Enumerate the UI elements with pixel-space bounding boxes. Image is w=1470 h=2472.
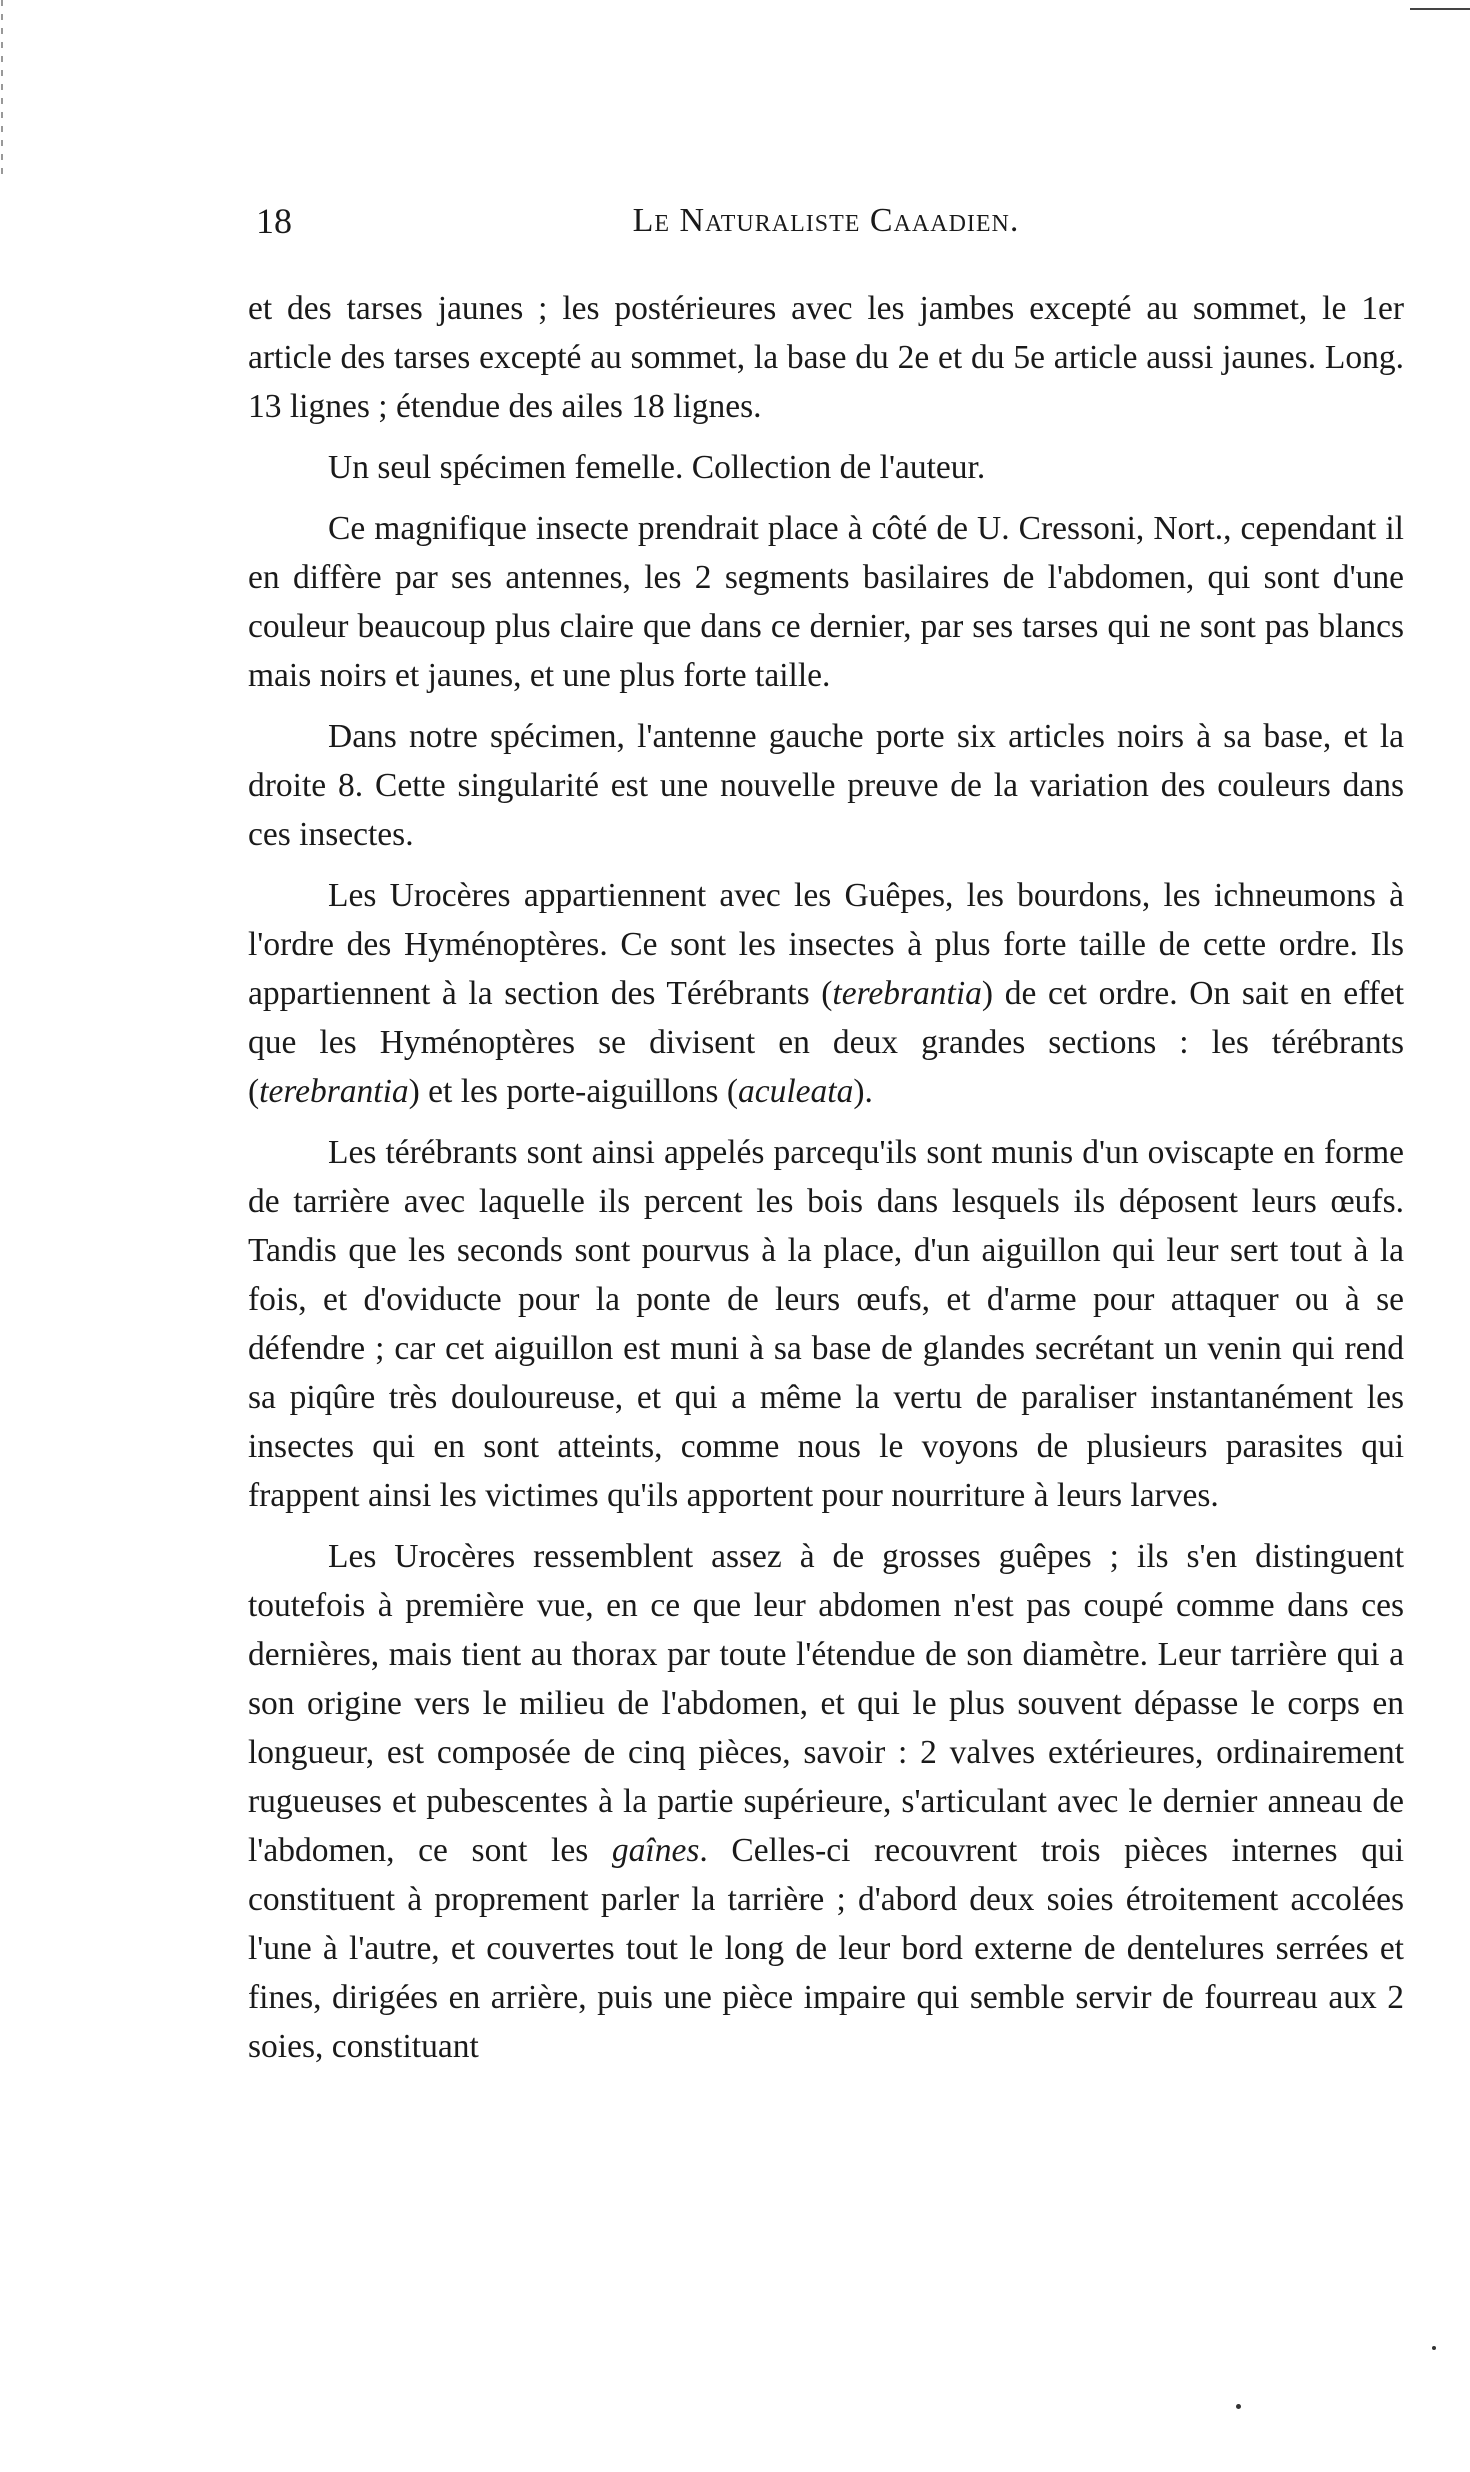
- text-run: ) de cet ordre. On sait en effet que les Hyménoptères se divisent en deux grandes sections : les térébrants (: [248, 975, 1404, 1110]
- paragraph-terebrants: Les térébrants sont ainsi appelés parcequ'ils sont munis d'un oviscapte en forme de tarrière avec laquelle ils percent les bois dans lesquels ils déposent leurs œufs. Tandis que les seconds sont pourvus à la place, d'un aiguillon qui leur sert tout à la fois, et d'oviducte pour la ponte de leurs œufs, et d'arme pour attaquer ou à se défendre ; car cet aiguillon est muni à sa base de glandes secrétant un venin qui rend sa piqûre très douloureuse, et qui a même la vertu de paraliser instantanément les insectes qui en sont atteints, comme nous le voyons de plusieurs parasites qui frappent ainsi les victimes qu'ils apportent pour nourriture à leurs larves.: [248, 1134, 1404, 1514]
- italic-term: terebrantia: [259, 1073, 409, 1110]
- text-run: . Celles-ci recouvrent trois pièces internes qui constituent à proprement parler la tarrière ; d'abord deux soies étroitement accolées l'une à l'autre, et couvertes tout le long de leur bord externe de dentelures serrées et fines, dirigées en arrière, puis une pièce impaire qui semble servir de fourreau aux 2 soies, constituant: [248, 1832, 1404, 2065]
- page-number: 18: [256, 201, 292, 241]
- italic-term: aculeata: [737, 1073, 854, 1110]
- italic-term: gaînes: [611, 1832, 700, 1869]
- paragraph-classification: [248, 871, 1404, 1116]
- paragraph-specimen: Un seul spécimen femelle. Collection de l'auteur.: [328, 449, 986, 486]
- text-run: ).: [853, 1073, 873, 1110]
- paragraph-comparison: Ce magnifique insecte prendrait place à côté de U. Cressoni, Nort., cependant il en diffère par ses antennes, les 2 segments basilaires de l'abdomen, qui sont d'une couleur beaucoup plus claire que dans ce dernier, par ses tarses qui ne sont pas blancs mais noirs et jaunes, et une plus forte taille.: [248, 510, 1404, 694]
- text-run: Les Urocères appartiennent avec les Guêpes, les bourdons, les ichneumons à l'ordre des Hyménoptères. Ce sont les insectes à plus forte taille de cette ordre. Ils appartiennent à la section des Térébrants (: [248, 877, 1404, 1012]
- paragraph-antenna: Dans notre spécimen, l'antenne gauche porte six articles noirs à sa base, et la droite 8. Cette singularité est une nouvelle preuve de la variation des couleurs dans ces insectes.: [248, 718, 1404, 853]
- scan-corner-mark: [1410, 8, 1470, 10]
- scan-speck: [1236, 2404, 1241, 2409]
- italic-term: terebrantia: [832, 975, 982, 1012]
- document-page: [248, 200, 1404, 2083]
- text-run: Les Urocères ressemblent assez à de grosses guêpes ; ils s'en distinguent toutefois à première vue, en ce que leur abdomen n'est pas coupé comme dans ces dernières, mais tient au thorax par toute l'étendue de son diamètre. Leur tarrière qui a son origine vers le milieu de l'abdomen, et qui le plus souvent dépasse le corps en longueur, est composée de cinq pièces, savoir : 2 valves extérieures, ordinairement rugueuses et pubescentes à la partie supérieure, s'articulant avec le dernier anneau de l'abdomen, ce sont les: [248, 1538, 1404, 1869]
- running-title: Le Naturaliste Caaadien.: [632, 202, 1020, 239]
- scan-speck: [1432, 2346, 1436, 2350]
- text-run: ) et les porte-aiguillons (: [408, 1073, 738, 1110]
- paragraph-urocerus-anatomy: [248, 1532, 1404, 2071]
- scan-edge-mark: [1, 0, 3, 180]
- running-head: [248, 200, 1404, 260]
- paragraph-continuation: et des tarses jaunes ; les postérieures avec les jambes excepté au sommet, le 1er article des tarses excepté au sommet, la base du 2e et du 5e article aussi jaunes. Long. 13 lignes ; étendue des ailes 18 lignes.: [248, 290, 1404, 425]
